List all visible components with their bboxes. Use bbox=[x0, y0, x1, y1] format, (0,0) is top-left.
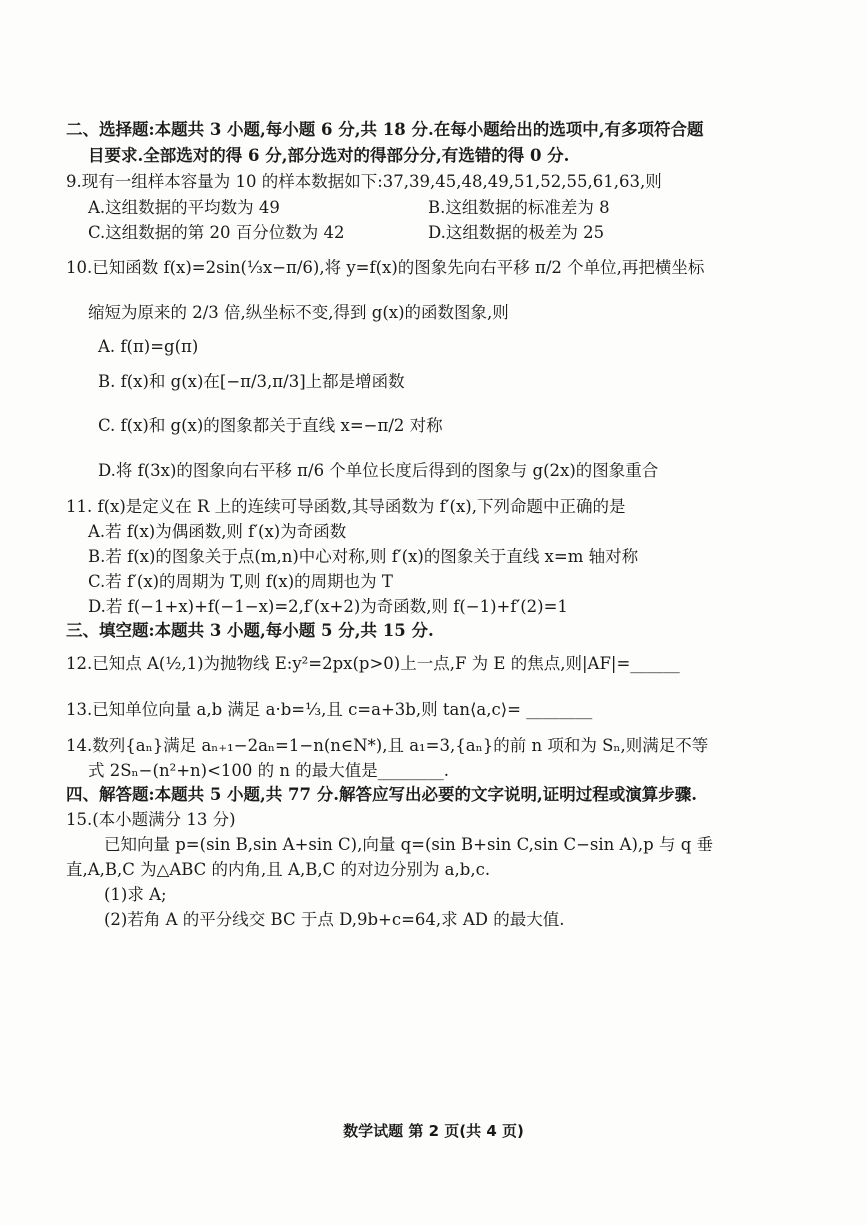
text-line-q14b: 式 2Sₙ−(n²+n)<100 的 n 的最大值是________. bbox=[88, 761, 450, 780]
text-line-q9: 9.现有一组样本容量为 10 的样本数据如下:37,39,45,48,49,51,52,55,61,63,则 bbox=[66, 172, 662, 191]
text-line-q10: 10.已知函数 f(x)=2sin(⅓x−π/6),将 y=f(x)的图象先向右平移 π/2 个单位,再把横坐标 bbox=[66, 258, 705, 277]
text-line-q10D: D.将 f(3x)的图象向右平移 π/6 个单位长度后得到的图象与 g(2x)的图象重合 bbox=[98, 461, 659, 480]
text-line-q13: 13.已知单位向量 a,b 满足 a·b=⅓,且 c=a+3b,则 tan⟨a,c⟩= ________ bbox=[66, 700, 593, 719]
text-line-q10B: B. f(x)和 g(x)在[−π/3,π/3]上都是增函数 bbox=[98, 372, 405, 391]
text-line-q9c: C.这组数据的第 20 百分位数为 42 bbox=[88, 223, 345, 242]
text-line-s2h1: 二、选择题:本题共 3 小题,每小题 6 分,共 18 分.在每小题给出的选项中,有多项符合题 bbox=[66, 120, 704, 139]
text-line-q14: 14.数列{aₙ}满足 aₙ₊₁−2aₙ=1−n(n∈N*),且 a₁=3,{aₙ}的前 n 项和为 Sₙ,则满足不等 bbox=[66, 736, 709, 755]
text-line-q9b: B.这组数据的标准差为 8 bbox=[428, 198, 610, 217]
text-line-q10b: 缩短为原来的 2/3 倍,纵坐标不变,得到 g(x)的函数图象,则 bbox=[88, 303, 509, 322]
text-line-q11D: D.若 f(−1+x)+f(−1−x)=2,f′(x+2)为奇函数,则 f(−1)+f′(2)=1 bbox=[88, 597, 568, 616]
page-footer: 数学试题 第 2 页(共 4 页) bbox=[343, 1122, 524, 1140]
text-line-s4h: 四、解答题:本题共 5 小题,共 77 分.解答应写出必要的文字说明,证明过程或演算步骤. bbox=[66, 785, 697, 804]
text-line-q10A: A. f(π)=g(π) bbox=[98, 337, 199, 356]
text-line-q11A: A.若 f(x)为偶函数,则 f′(x)为奇函数 bbox=[88, 522, 347, 541]
text-line-q9d: D.这组数据的极差为 25 bbox=[428, 223, 605, 242]
text-line-q15: 15.(本小题满分 13 分) bbox=[66, 810, 236, 829]
text-line-q11: 11. f(x)是定义在 R 上的连续可导函数,其导函数为 f′(x),下列命题中正确的是 bbox=[66, 497, 626, 516]
text-line-q11B: B.若 f(x)的图象关于点(m,n)中心对称,则 f′(x)的图象关于直线 x=m 轴对称 bbox=[88, 547, 639, 566]
text-line-q12: 12.已知点 A(½,1)为抛物线 E:y²=2px(p>0)上一点,F 为 E 的焦点,则|AF|=______ bbox=[66, 654, 680, 673]
text-line-q15b: 直,A,B,C 为△ABC 的内角,且 A,B,C 的对边分别为 a,b,c. bbox=[66, 860, 491, 879]
text-line-q15c: (1)求 A; bbox=[104, 885, 167, 904]
text-line-q15d: (2)若角 A 的平分线交 BC 于点 D,9b+c=64,求 AD 的最大值. bbox=[104, 910, 565, 929]
text-line-q10C: C. f(x)和 g(x)的图象都关于直线 x=−π/2 对称 bbox=[98, 416, 443, 435]
text-line-q15a: 已知向量 p=(sin B,sin A+sin C),向量 q=(sin B+sin C,sin C−sin A),p 与 q 垂 bbox=[104, 835, 714, 854]
text-line-s3h: 三、填空题:本题共 3 小题,每小题 5 分,共 15 分. bbox=[66, 621, 434, 640]
text-line-s2h2: 目要求.全部选对的得 6 分,部分选对的得部分分,有选错的得 0 分. bbox=[88, 146, 570, 165]
text-line-q11C: C.若 f′(x)的周期为 T,则 f(x)的周期也为 T bbox=[88, 572, 393, 591]
text-line-q9a: A.这组数据的平均数为 49 bbox=[88, 198, 280, 217]
